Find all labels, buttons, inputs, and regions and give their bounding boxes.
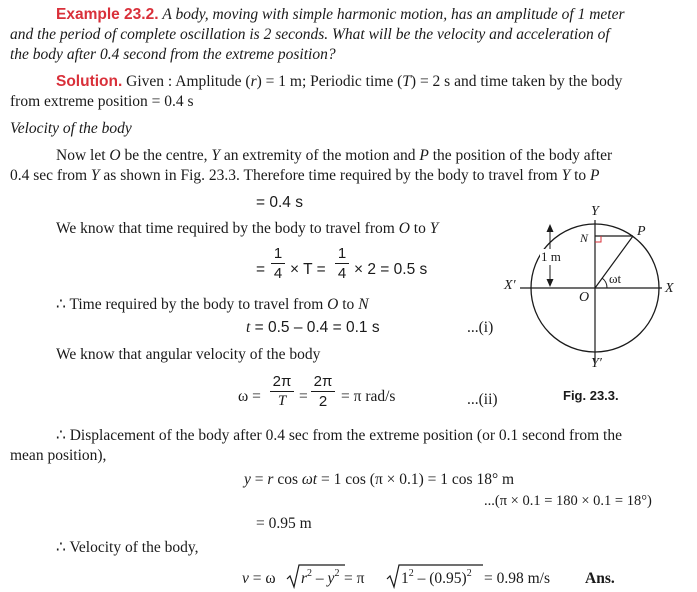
eq-ref-ii: ...(ii) [467,391,498,408]
omega-frac1-den: T [277,393,287,409]
shm-circle-diagram [510,210,690,380]
heading-velocity: Velocity of the body [10,120,132,137]
given-text-b: ) = 1 m; Periodic time ( [256,73,403,90]
t-lhs: t [246,319,251,336]
tt-b: to [338,296,359,313]
y-r: r [267,471,274,488]
given-r: r [250,73,257,90]
tt-O: O [327,296,339,313]
fig-label-O: O [579,290,590,305]
quarter-eq-sign: = [256,261,266,278]
arrow-up-icon [547,224,554,232]
displacement-line-1: ∴ Displacement of the body after 0.4 sec from the extreme position (or 0.1 second from the [56,427,622,444]
t-equation [246,318,380,338]
rad2-one: 1 [401,570,409,587]
quarter-mid: × T = [290,261,326,278]
fraction-1-4-a [271,245,285,282]
omega-lhs: ω = [238,388,261,405]
para1-t3: an extremity of the motion and [220,147,420,164]
y-lhs: y [244,471,251,488]
fig-label-Yprime: Y′ [591,356,602,371]
omega-frac2-den: 2 [318,393,328,410]
fig-label-Y: Y [591,204,599,219]
omega-frac2-num: 2π [313,373,333,390]
y-a: = [250,471,268,488]
para1-Y: Y [211,147,221,164]
rad2-c: – (0.95) [413,570,467,587]
know1-b: to [409,220,430,237]
v-lhs-group [242,569,276,589]
given-text-a: Given : Amplitude ( [126,73,251,90]
para1-l2Y: Y [90,167,100,184]
rad1-y: y [327,570,335,587]
omega-rhs: = π rad/s [341,388,396,405]
example-line-3: the body after 0.4 second from the extreme position? [10,46,336,63]
fig-label-P: P [637,224,646,239]
displacement-line-2: mean position), [10,447,107,464]
y-b: cos [273,471,302,488]
solution-label: Solution. [56,73,123,90]
therefore-time-line [56,295,369,315]
rad1-minus: – [312,570,328,587]
para1-line-2 [10,166,599,186]
right-angle-mark [595,236,601,242]
angle-arc [602,278,607,288]
y-c: = 1 cos (π × 0.1) = 1 cos 18° m [317,471,515,488]
para1-l2Y2: Y [561,167,571,184]
frac1-num: 1 [273,245,283,262]
radicand-1 [301,569,339,591]
para1-line-1 [56,146,612,166]
y-result: = 0.95 m [256,515,312,532]
fraction-2pi-T [270,373,294,410]
solution-line-1 [56,72,622,92]
para1-O: O [109,147,121,164]
para1-l2P: P [590,167,600,184]
fig-label-X: X [665,281,674,296]
example-line-1 [56,5,625,25]
quarter-tail: × 2 = 0.5 s [354,261,428,278]
para1-t1: Now let [56,147,110,164]
example-line-2: and the period of complete oscillation is 2 seconds. What will be the velocity and acceleration of [10,26,610,43]
given-T: T [402,73,411,90]
figure-caption: Fig. 23.3. [563,388,619,403]
eq-0-4s: = 0.4 s [256,194,303,211]
v-a: = ω [248,570,276,587]
know1-a: We know that time required by the body to travel from [56,220,399,237]
v-b: = π [344,570,365,587]
y-wt: ωt [301,471,318,488]
solution-line-2: from extreme position = 0.4 s [10,93,194,110]
example-label: Example 23.2. [56,6,159,23]
fig-label-wt: ωt [609,271,622,286]
eq-ref-i: ...(i) [467,319,494,336]
given-text-c: ) = 2 s and time taken by the body [410,73,623,90]
para1-P: P [419,147,429,164]
fig-label-Xprime: X′ [504,278,516,293]
know1-O: O [398,220,410,237]
answer-label: Ans. [585,570,615,587]
know-angular-line: We know that angular velocity of the body [56,346,321,363]
frac1-den: 4 [273,265,283,282]
rad2-sup1: 2 [408,568,414,579]
rad2-sup2: 2 [466,568,472,579]
omega-mid: = [299,388,308,405]
know-time-line [56,219,438,239]
frac2-num: 1 [337,245,347,262]
para1-l2c: to [570,167,591,184]
y-equation [244,470,514,490]
v-d: = 0.98 m/s [484,570,551,587]
tt-a: ∴ Time required by the body to travel from [56,296,328,313]
fig-label-N: N [580,231,589,245]
know1-Y: Y [429,220,439,237]
radicand-2 [401,569,472,591]
para1-t4: the position of the body after [428,147,613,164]
para1-l2b: as shown in Fig. 23.3. Therefore time required by the body to travel from [99,167,562,184]
example-text-1: A body, moving with simple harmonic motion, has an amplitude of 1 meter [162,6,625,23]
omega-frac1-num: 2π [272,373,292,390]
para1-l2a: 0.4 sec from [10,167,91,184]
v-lhs: v [242,570,249,587]
rad1-r: r [301,570,308,587]
frac2-den: 4 [337,265,347,282]
arrow-down-icon [547,279,554,287]
t-rhs: = 0.5 – 0.4 = 0.1 s [250,319,380,336]
fig-label-1m: 1 m [541,249,561,264]
fraction-1-4-b [335,245,349,282]
rad1-sup2: 2 [334,568,340,579]
para1-t2: be the centre, [120,147,212,164]
rad1-sup1: 2 [307,568,313,579]
tt-N: N [358,296,369,313]
therefore-velocity-line: ∴ Velocity of the body, [56,539,199,556]
y-note: ...(π × 0.1 = 180 × 0.1 = 18°) [484,493,652,509]
fraction-2pi-2 [311,373,335,410]
